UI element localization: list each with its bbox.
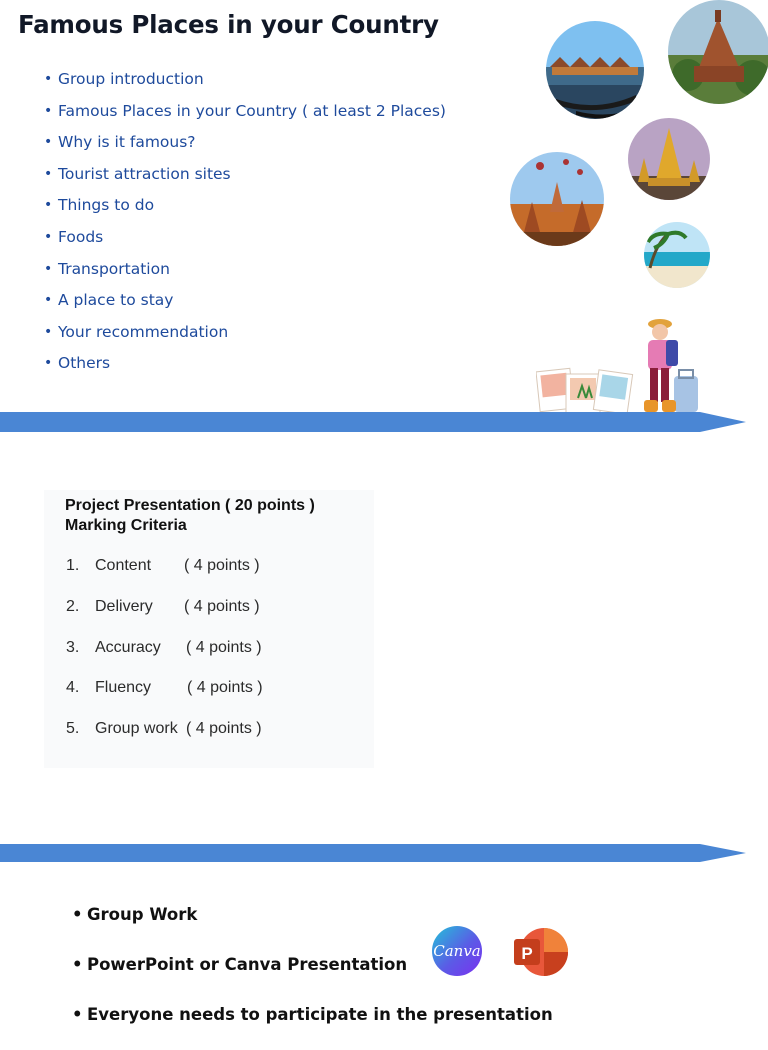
- criteria-name: Accuracy: [95, 638, 161, 656]
- criteria-list: [66, 554, 263, 758]
- criteria-heading-line2: Marking Criteria: [65, 517, 187, 534]
- topic-item: • Others: [44, 351, 446, 383]
- criteria-points: ( 4 points ): [184, 557, 260, 574]
- criteria-points: ( 4 points ): [184, 597, 260, 615]
- divider-band: [0, 842, 768, 864]
- marking-criteria-card: [44, 490, 374, 768]
- topic-item: • Things to do: [44, 193, 446, 225]
- criteria-heading-line1: Project Presentation ( 20 points ): [65, 497, 315, 514]
- golden-pagoda-photo: [628, 118, 710, 200]
- criteria-points: ( 4 points ): [186, 638, 262, 656]
- criteria-item: [66, 636, 263, 677]
- topic-item: • Your recommendation: [44, 320, 446, 352]
- criteria-number: 1.: [66, 557, 80, 574]
- temple-photo: [668, 0, 768, 104]
- criteria-item: [66, 595, 263, 636]
- criteria-heading: [65, 496, 315, 536]
- beach-photo: [644, 222, 710, 288]
- criteria-name: Fluency: [95, 679, 152, 697]
- criteria-number: 4.: [66, 679, 80, 697]
- topic-item: • Transportation: [44, 257, 446, 289]
- topic-item: • Famous Places in your Country ( at least 2 Places): [44, 99, 446, 131]
- divider-band: [0, 410, 768, 434]
- criteria-name: Content: [95, 557, 152, 574]
- topic-item: • A place to stay: [44, 288, 446, 320]
- criteria-points: ( 4 points ): [187, 679, 263, 697]
- powerpoint-logo: [512, 926, 568, 978]
- criteria-item: [66, 554, 263, 595]
- criteria-name: Group work: [95, 720, 178, 738]
- topic-item: • Why is it famous?: [44, 130, 446, 162]
- topic-item: • Foods: [44, 225, 446, 257]
- criteria-number: 3.: [66, 638, 80, 656]
- requirements-list: [72, 900, 553, 1050]
- page-title: Famous Places in your Country: [18, 10, 439, 39]
- powerpoint-letter: P: [521, 944, 533, 963]
- topic-list: [44, 67, 446, 383]
- requirement-item: • Everyone needs to participate in the presentation: [72, 1000, 553, 1050]
- topic-item: • Group introduction: [44, 67, 446, 99]
- criteria-name: Delivery: [95, 597, 153, 615]
- criteria-number: 5.: [66, 720, 80, 738]
- canva-logo: Canva: [432, 926, 482, 976]
- requirement-item: • Group Work: [72, 900, 553, 950]
- traveler-illustration: [536, 312, 704, 424]
- requirement-item: • PowerPoint or Canva Presentation: [72, 950, 553, 1000]
- criteria-points: ( 4 points ): [186, 720, 262, 738]
- criteria-item: [66, 676, 263, 717]
- bagan-balloons-photo: [510, 152, 604, 246]
- criteria-number: 2.: [66, 597, 80, 615]
- criteria-item: [66, 717, 263, 758]
- topic-item: • Tourist attraction sites: [44, 162, 446, 194]
- lake-village-photo: [546, 21, 644, 119]
